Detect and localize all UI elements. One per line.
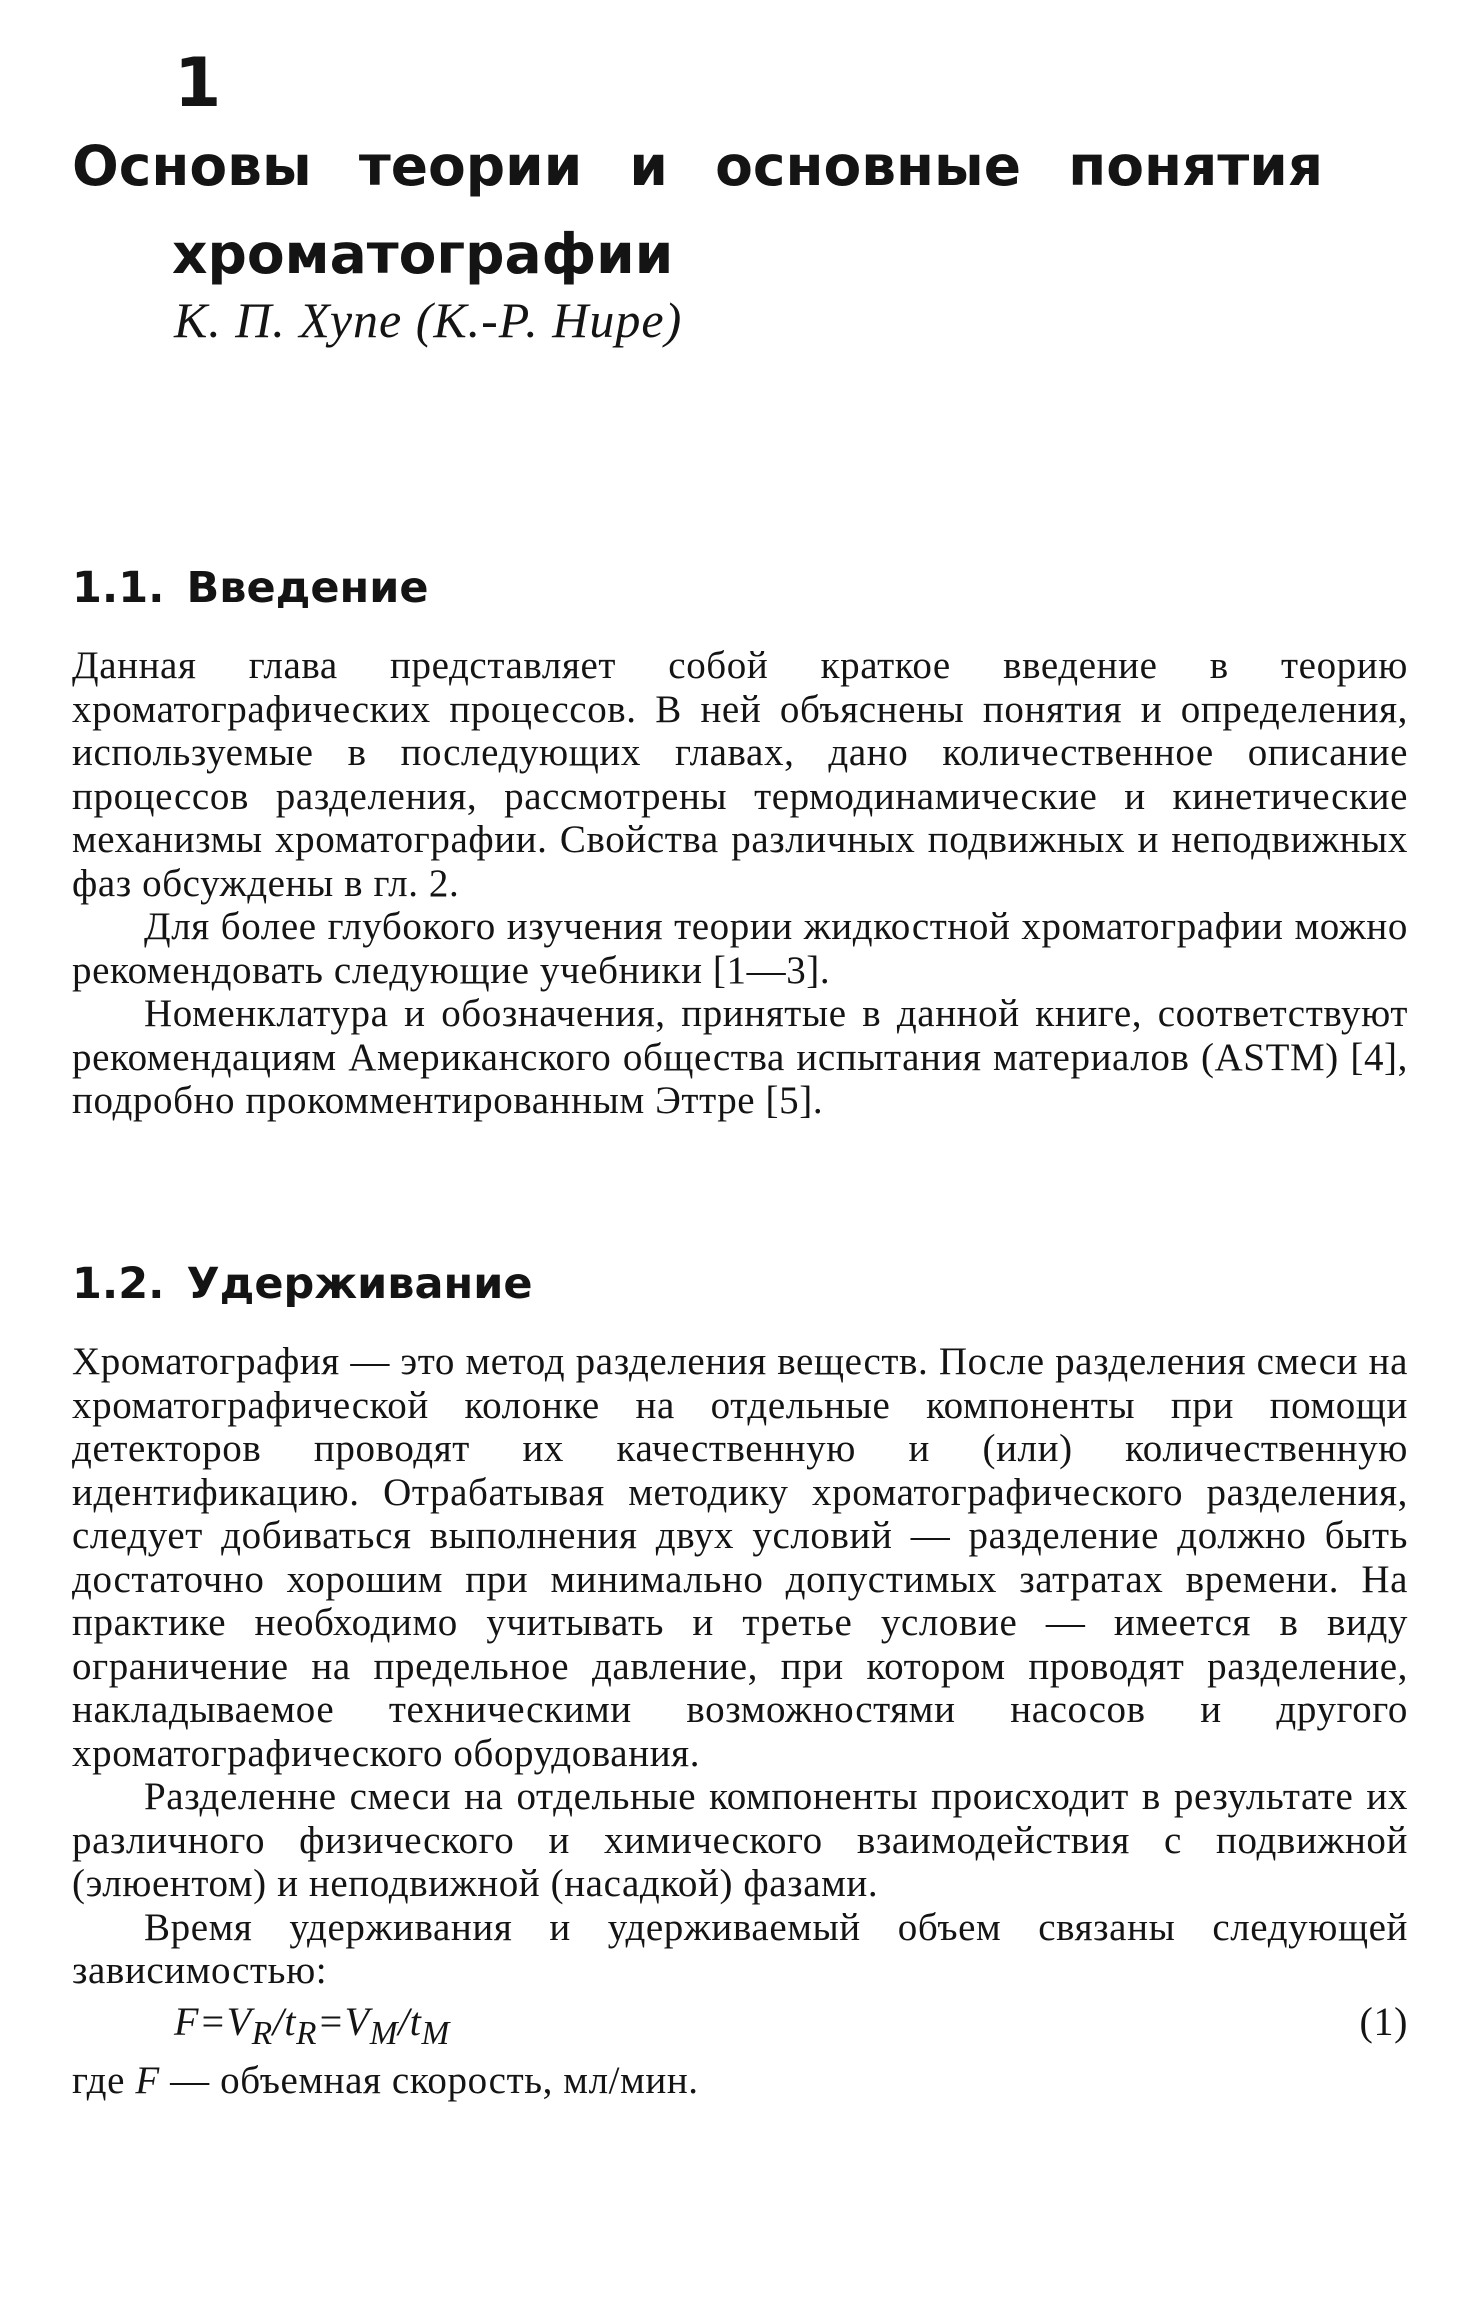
section-number: 1.2. (72, 1259, 165, 1309)
section-retention-body (72, 1340, 1408, 2102)
paragraph: Разделенне смеси на отдельные компоненты происходит в результате их различного физического и химического взаимодействия с подвижной (элюентом) и неподвижной (насадкой) фазами. (72, 1775, 1408, 1905)
chapter-number: 1 (174, 44, 222, 123)
chapter-title (72, 122, 1372, 298)
chapter-title-line1: Основы теории и основные понятия (72, 134, 1324, 198)
paragraph: Хроматография — это метод разделения веществ. После разделения смеси на хроматографической колонке на отдельные компоненты при помощи детекторов проводят их качественную и (или) количественную идентификацию. Отрабатывая методику хроматографического разделения, следует добиваться выполнения двух условий — разделение должно быть достаточно хорошим при минимально допустимых затратах времени. На практике необходимо учитывать и третье условие — имеется в виду ограничение на предельное давление, при котором проводят разделение, накладываемое техническими возможностями насосов и другого хроматографического оборудования. (72, 1340, 1408, 1775)
explanation-symbol: F (135, 2058, 160, 2102)
paragraph: Для более глубокого изучения теории жидкостной хроматографии можно рекомендовать следующие учебники [1—3]. (72, 905, 1408, 992)
equation-explanation (72, 2059, 1408, 2103)
chapter-author: К. П. Хупе (К.-Р. Нире) (174, 292, 683, 348)
equation (72, 1998, 1408, 2052)
section-heading-introduction (72, 560, 429, 616)
equation-number: (1) (1359, 1998, 1408, 2044)
paragraph: Время удерживания и удерживаемый объем связаны следующей зависимостью: (72, 1905, 1408, 1992)
paragraph: Данная глава представляет собой краткое введение в теорию хроматографических процессов. В ней объяснены понятия и определения, используемые в последующих главах, дано количественное описание процессов разделения, рассмотрены термодинамические и кинетические механизмы хроматографии. Свойства различных подвижных и неподвижных фаз обсуждены в гл. 2. (72, 644, 1408, 905)
section-number: 1.1. (72, 563, 165, 613)
section-heading-retention (72, 1256, 533, 1312)
section-introduction-body (72, 644, 1408, 1123)
section-title: Введение (186, 563, 429, 613)
paragraph: Номенклатура и обозначения, принятые в данной книге, соответствуют рекомендациям Американского общества испытания материалов (ASTM) [4], подробно прокомментированным Эттре [5]. (72, 992, 1408, 1122)
equation-formula: $F=V_R/t_R=V_M/t_M$ (174, 1998, 450, 2052)
explanation-text: — объемная скорость, мл/мин. (170, 2058, 699, 2102)
section-title: Удерживание (186, 1259, 533, 1309)
explanation-prefix: где (72, 2058, 126, 2102)
chapter-title-line2: хроматографии (172, 222, 674, 286)
